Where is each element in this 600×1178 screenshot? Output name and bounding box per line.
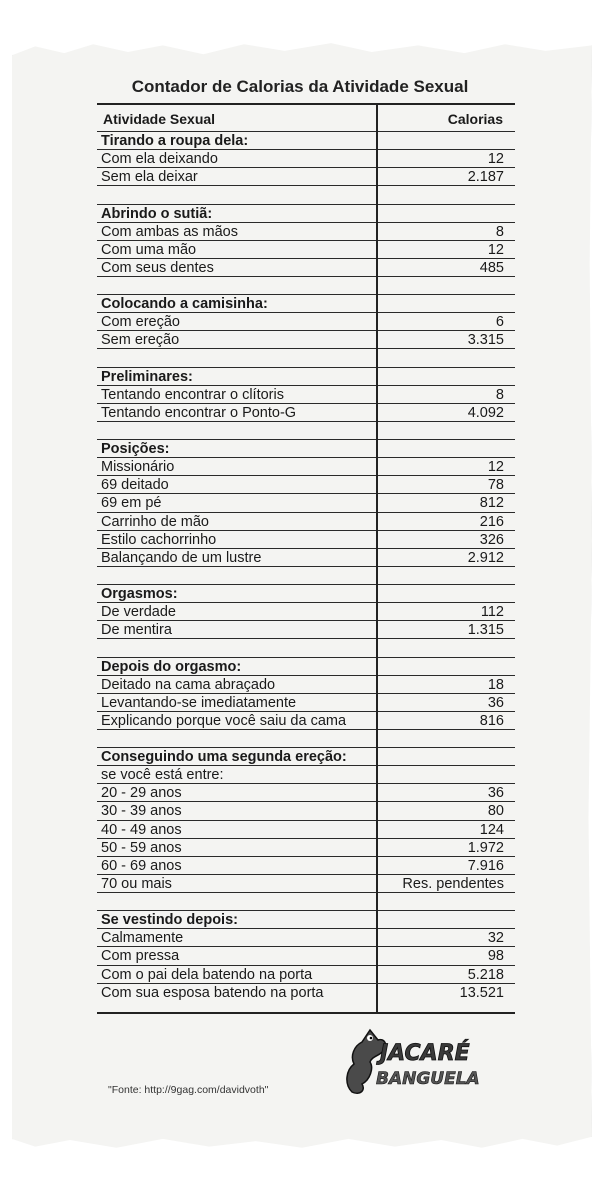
row-label: Sem ereção — [101, 332, 180, 349]
row-calories: 36 — [487, 694, 504, 711]
row-label: Tentando encontrar o Ponto-G — [101, 404, 297, 421]
table-row — [97, 965, 515, 983]
row-label: Com seus dentes — [101, 259, 214, 276]
row-calories: 32 — [487, 930, 504, 947]
table-row — [97, 566, 515, 584]
row-calories: 18 — [487, 676, 504, 693]
row-label: Com ereção — [101, 314, 180, 331]
row-label: Preliminares: — [101, 368, 193, 385]
row-label: De mentira — [101, 622, 172, 639]
table-row — [97, 530, 515, 548]
row-label: Com o pai dela batendo na porta — [101, 966, 313, 983]
logo-line2: BANGUELA — [376, 1069, 480, 1089]
row-calories: 78 — [487, 477, 504, 494]
table-row — [97, 892, 515, 910]
row-label: Depois do orgasmo: — [101, 658, 242, 675]
table-row — [97, 856, 515, 874]
table-row — [97, 258, 515, 276]
page-title: Contador de Calorias da Atividade Sexual — [131, 77, 469, 96]
table-row — [97, 693, 515, 711]
table-row — [97, 602, 515, 620]
row-calories: 4.092 — [467, 404, 504, 421]
table-row — [97, 312, 515, 330]
row-label: Com sua esposa batendo na porta — [101, 984, 324, 1001]
table-row — [97, 548, 515, 566]
table-row — [97, 711, 515, 729]
source-credit: "Fonte: http://9gag.com/davidvoth" — [108, 1084, 269, 1096]
row-calories: 12 — [487, 459, 504, 476]
row-label: Com ela deixando — [101, 151, 218, 168]
row-label: Balançando de um lustre — [101, 549, 262, 566]
row-calories: 6 — [495, 314, 504, 331]
table-row — [97, 403, 515, 421]
row-calories: 816 — [479, 712, 504, 729]
row-label: Tentando encontrar o clítoris — [101, 386, 284, 403]
row-label: Posições: — [101, 441, 170, 457]
row-calories: 7.916 — [467, 857, 504, 874]
row-label: Colocando a camisinha: — [101, 296, 268, 313]
row-calories: 8 — [495, 386, 504, 403]
table-row — [97, 167, 515, 185]
row-label: Abrindo o sutiã: — [101, 205, 213, 222]
row-label: Levantando-se imediatamente — [101, 694, 297, 711]
table-row — [97, 983, 515, 1001]
header-calories: Calorias — [447, 111, 503, 127]
logo-line1: JACARÉ — [380, 1041, 470, 1066]
row-label: 70 ou mais — [101, 875, 172, 892]
row-calories: 812 — [479, 495, 504, 512]
row-calories: 2.912 — [467, 549, 504, 566]
row-label: Com ambas as mãos — [101, 223, 238, 240]
table-row — [97, 149, 515, 167]
table-row — [97, 838, 515, 856]
row-label: Carrinho de mão — [101, 513, 209, 530]
section-row — [97, 584, 515, 602]
table-row — [97, 874, 515, 892]
row-label: 60 - 69 anos — [101, 857, 182, 874]
table-row — [97, 185, 515, 203]
section-row — [97, 910, 515, 928]
table-row — [97, 783, 515, 801]
table-row — [97, 638, 515, 656]
section-row — [97, 367, 515, 385]
row-label: Missionário — [101, 459, 175, 476]
row-calories: 5.218 — [467, 966, 504, 983]
row-calories: 98 — [487, 948, 504, 965]
row-calories: 1.315 — [467, 622, 504, 639]
row-label: Conseguindo uma segunda ereção: — [101, 749, 347, 766]
table-header — [97, 103, 515, 131]
section-row — [97, 747, 515, 765]
column-divider — [376, 103, 378, 1013]
section-row — [97, 204, 515, 222]
row-calories: 13.521 — [459, 984, 504, 1001]
table-row — [97, 512, 515, 530]
table-row — [97, 457, 515, 475]
row-calories: 12 — [487, 241, 504, 258]
section-row — [97, 439, 515, 457]
table-row — [97, 475, 515, 493]
jacare-banguela-logo — [340, 1022, 490, 1102]
table-row — [97, 348, 515, 366]
row-calories: 485 — [479, 259, 504, 276]
table-row — [97, 222, 515, 240]
header-activity: Atividade Sexual — [103, 111, 216, 127]
row-label: 40 - 49 anos — [101, 821, 182, 838]
row-calories: 216 — [479, 513, 504, 530]
table-row — [97, 330, 515, 348]
table-row — [97, 240, 515, 258]
table-row — [97, 820, 515, 838]
section-row — [97, 131, 515, 149]
row-calories: 124 — [479, 821, 504, 838]
row-label: 30 - 39 anos — [101, 803, 182, 820]
table-row — [97, 620, 515, 638]
row-label: Tirando a roupa dela: — [101, 133, 249, 149]
row-label: Deitado na cama abraçado — [101, 676, 276, 693]
table-row — [97, 765, 515, 783]
section-row — [97, 294, 515, 312]
row-label: Orgasmos: — [101, 586, 178, 602]
row-label: Estilo cachorrinho — [101, 531, 217, 548]
table-row — [97, 385, 515, 403]
table-row — [97, 801, 515, 819]
row-label: Com uma mão — [101, 241, 197, 258]
row-calories: 326 — [479, 531, 504, 548]
table-row — [97, 928, 515, 946]
table-row — [97, 421, 515, 439]
row-label: Calmamente — [101, 930, 184, 947]
row-label: 50 - 59 anos — [101, 839, 182, 856]
row-label: 69 deitado — [101, 477, 169, 494]
row-calories: 1.972 — [467, 839, 504, 856]
table-bottom-border — [97, 1012, 515, 1014]
table-row — [97, 946, 515, 964]
row-label: De verdade — [101, 604, 176, 621]
row-calories: 2.187 — [467, 169, 504, 186]
row-calories: 36 — [487, 785, 504, 802]
row-calories: 80 — [487, 803, 504, 820]
table-row — [97, 493, 515, 511]
row-label: Se vestindo depois: — [101, 912, 238, 929]
section-row — [97, 657, 515, 675]
row-calories: 3.315 — [467, 332, 504, 349]
table-row — [97, 675, 515, 693]
row-calories: Res. pendentes — [402, 875, 504, 892]
row-label: Com pressa — [101, 948, 180, 965]
row-label: Sem ela deixar — [101, 169, 198, 186]
row-label: 69 em pé — [101, 495, 162, 512]
table-row — [97, 729, 515, 747]
table-row — [97, 276, 515, 294]
row-calories: 8 — [495, 223, 504, 240]
row-label: se você está entre: — [101, 767, 224, 784]
row-label: Explicando porque você saiu da cama — [101, 712, 347, 729]
row-calories: 12 — [487, 151, 504, 168]
row-calories: 112 — [480, 604, 504, 621]
row-label: 20 - 29 anos — [101, 785, 182, 802]
